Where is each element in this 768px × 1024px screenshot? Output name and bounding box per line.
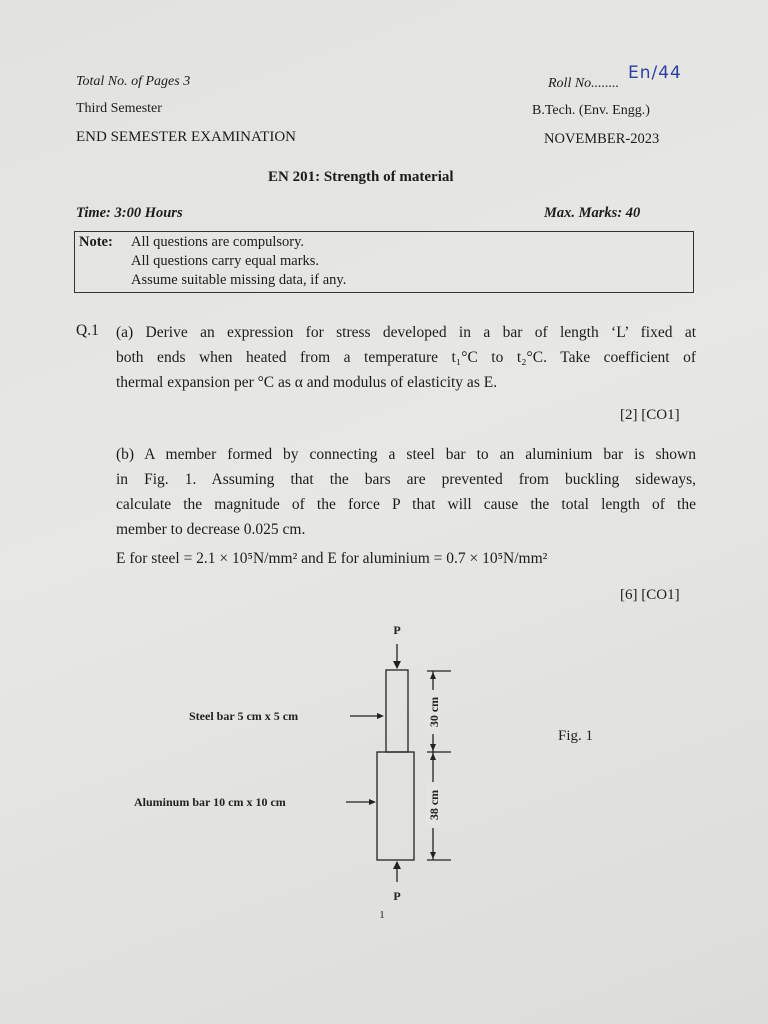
roll-label: Roll No........ xyxy=(548,76,620,91)
steel-label: Steel bar 5 cm x 5 cm xyxy=(189,709,299,723)
note-line: Assume suitable missing data, if any. xyxy=(131,272,347,288)
session: NOVEMBER-2023 xyxy=(544,131,660,147)
arrowhead-icon xyxy=(377,713,384,719)
course: B.Tech. (Env. Engg.) xyxy=(532,103,650,118)
arrowhead-icon xyxy=(430,672,436,679)
question-number: Q.1 xyxy=(76,322,99,339)
dim-label-steel: 30 cm xyxy=(427,696,441,728)
arrowhead-icon xyxy=(393,661,401,669)
note-label: Note: xyxy=(79,234,113,250)
semester: Third Semester xyxy=(76,101,162,116)
subject-title: EN 201: Strength of material xyxy=(268,169,454,185)
load-label-bottom: P xyxy=(393,889,401,903)
question-text-line: thermal expansion per °C as α and modulus of elasticity as E. xyxy=(116,374,498,391)
question-text-line: (a) Derive an expression for stress developed in a bar of length ‘L’ fixed at xyxy=(116,324,696,341)
dim-label-aluminum: 38 cm xyxy=(427,789,441,821)
question-text-line: calculate the magnitude of the force P that will cause the total length of the xyxy=(116,496,696,513)
note-line: All questions are compulsory. xyxy=(131,234,305,250)
total-pages: Total No. of Pages 3 xyxy=(76,74,191,89)
question-text-line: both ends when heated from a temperature t₁°C to t₂°C. Take coefficient of xyxy=(116,349,696,366)
note-line: All questions carry equal marks. xyxy=(131,253,320,269)
question-text-line: member to decrease 0.025 cm. xyxy=(116,521,306,538)
arrowhead-icon xyxy=(393,861,401,869)
material-constants: E for steel = 2.1 × 10⁵N/mm² and E for aluminium = 0.7 × 10⁵N/mm² xyxy=(116,550,548,567)
marks-1b: [6] [CO1] xyxy=(620,587,680,603)
marks-1a: [2] [CO1] xyxy=(620,407,680,423)
page-number: 1 xyxy=(379,909,385,921)
figure-caption: Fig. 1 xyxy=(558,728,594,744)
aluminum-bar xyxy=(377,752,414,860)
arrowhead-icon xyxy=(430,744,436,751)
arrowhead-icon xyxy=(430,753,436,760)
aluminum-label: Aluminum bar 10 cm x 10 cm xyxy=(134,795,286,809)
question-text-line: (b) A member formed by connecting a steel bar to an aluminium bar is shown xyxy=(116,446,696,463)
question-text-line: in Fig. 1. Assuming that the bars are prevented from buckling sideways, xyxy=(116,471,696,488)
load-label-top: P xyxy=(393,623,401,637)
arrowhead-icon xyxy=(430,852,436,859)
exam-time: Time: 3:00 Hours xyxy=(76,205,183,221)
exam-title: END SEMESTER EXAMINATION xyxy=(76,129,296,145)
steel-bar xyxy=(386,670,408,752)
arrowhead-icon xyxy=(369,799,376,805)
max-marks: Max. Marks: 40 xyxy=(544,205,641,221)
roll-number-handwritten: En/44 xyxy=(628,63,682,83)
